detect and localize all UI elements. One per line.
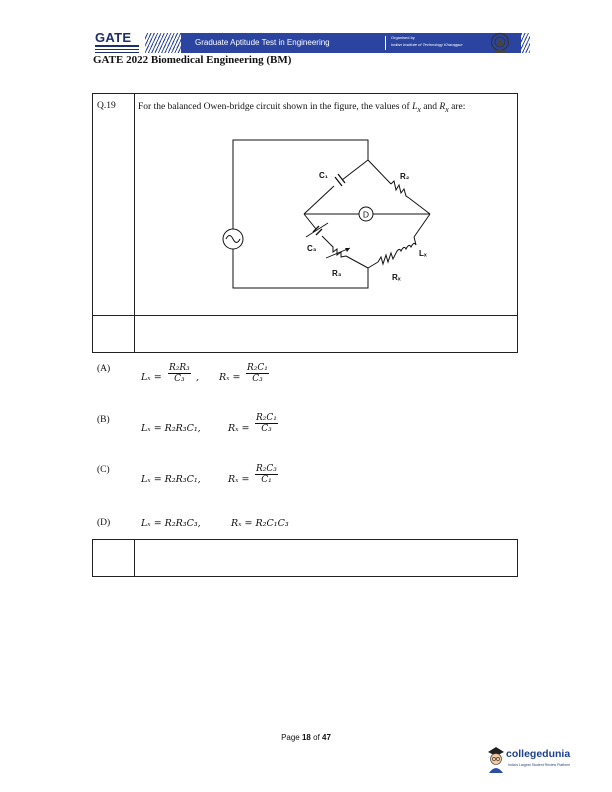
gate-logo-rule: [95, 52, 139, 53]
label-c1: C₁: [319, 171, 329, 180]
blank-row-cell: [134, 539, 518, 577]
question-text-part: For the balanced Owen-bridge circuit shown in the figure, the values of: [138, 102, 413, 112]
label-r2: R₂: [400, 172, 410, 181]
fraction-numerator: R₂C₁: [247, 363, 268, 373]
bridge-arm-c3: [322, 236, 330, 244]
page-word: Page: [281, 733, 300, 742]
bridge-arm-c3: [304, 214, 316, 229]
option-b-rx-lhs: Rₓ =: [228, 423, 250, 434]
question-text-part: and: [420, 102, 440, 112]
question-text: [138, 101, 513, 116]
option-d-label: (D): [97, 518, 111, 528]
option-a-lx-fraction: [168, 363, 191, 384]
option-a-label: (A): [97, 364, 111, 374]
page-header: [93, 30, 523, 56]
owen-bridge-circuit: [218, 134, 446, 296]
page-total: 47: [322, 733, 331, 742]
page-number: [0, 733, 612, 742]
bridge-arm-rx: [368, 262, 378, 268]
option-d-lx: Lₓ = R₂R₃C₃,: [141, 518, 201, 529]
option-b-rx-fraction: [255, 413, 278, 434]
bridge-arm-r3: [346, 256, 368, 268]
option-a-lx-lhs: Lₓ =: [141, 372, 162, 383]
collegedunia-logo: [486, 744, 586, 778]
bridge-arm-r2: [368, 160, 391, 184]
fraction-denominator: C₃: [174, 374, 185, 384]
option-c-label: (C): [97, 465, 110, 475]
banner-divider: [385, 36, 386, 50]
gate-logo-text: GATE: [95, 30, 132, 45]
question-var: L: [412, 102, 418, 112]
fraction-denominator: C₁: [261, 475, 272, 485]
option-c-rx-lhs: Rₓ =: [228, 474, 250, 485]
source-wire: [233, 140, 368, 229]
organiser-name: Indian Institute of Technology Kharagpur: [391, 42, 463, 47]
exam-title: GATE 2022 Biomedical Engineering (BM): [93, 54, 292, 66]
question-number: Q.19: [97, 101, 116, 111]
question-subscript: x: [417, 104, 421, 114]
question-text-part: are:: [448, 102, 466, 112]
capacitor-c3: [306, 223, 328, 237]
label-lx: Lₓ: [419, 249, 427, 258]
option-d-rx: Rₓ = R₂C₁C₃: [231, 518, 289, 529]
bridge-arm-lx: [414, 214, 430, 237]
source-wire: [233, 249, 368, 288]
gate-logo-rule: [95, 45, 139, 47]
question-subscript: x: [445, 104, 449, 114]
blank-row-cell: [92, 539, 135, 577]
fraction-denominator: C₃: [261, 424, 272, 434]
brand-name: collegedunia: [506, 748, 571, 760]
resistor-rx: [378, 253, 396, 264]
option-c-lx: Lₓ = R₂R₃C₁,: [141, 474, 201, 485]
fraction-denominator: C₃: [252, 374, 263, 384]
inductor-lx: [396, 237, 416, 253]
bridge-arm-r2: [409, 198, 430, 214]
resistor-r2: [391, 181, 409, 198]
bridge-arm-c1: [342, 160, 368, 180]
gate-logo-rule: [95, 49, 139, 50]
blank-row-cell: [134, 315, 518, 353]
fraction-numerator: R₂C₃: [256, 464, 277, 474]
page-current: 18: [301, 733, 311, 742]
option-b-lx: Lₓ = R₂R₃C₁,: [141, 423, 201, 434]
label-c3: C₃: [307, 244, 317, 253]
organiser-label: Organised by: [391, 35, 415, 40]
label-rx: Rₓ: [392, 273, 401, 282]
fraction-numerator: R₂C₁: [256, 413, 277, 423]
option-a-rx-fraction: [246, 363, 269, 384]
bridge-arm-c1: [304, 186, 334, 214]
blank-row-cell: [92, 315, 135, 353]
gate-logo: [93, 30, 143, 56]
fraction-numerator: R₂R₃: [169, 363, 190, 373]
option-c-rx-fraction: [255, 464, 278, 485]
detector-label: D: [362, 209, 370, 220]
page-of-word: of: [313, 733, 320, 742]
option-a-comma: ,: [196, 372, 200, 383]
brand-tagline: India's Largest Student Review Platform: [508, 763, 571, 767]
banner-title: Graduate Aptitude Test in Engineering: [195, 38, 330, 47]
option-b-label: (B): [97, 415, 110, 425]
header-banner: [145, 33, 530, 53]
student-mascot-icon: [486, 744, 506, 774]
iit-emblem-icon: [490, 32, 510, 54]
question-var: R: [439, 102, 446, 112]
question-number-cell: [92, 93, 135, 316]
label-r3: R₃: [332, 269, 342, 278]
option-a-rx-lhs: Rₓ =: [219, 372, 241, 383]
capacitor-c1: [335, 174, 345, 186]
